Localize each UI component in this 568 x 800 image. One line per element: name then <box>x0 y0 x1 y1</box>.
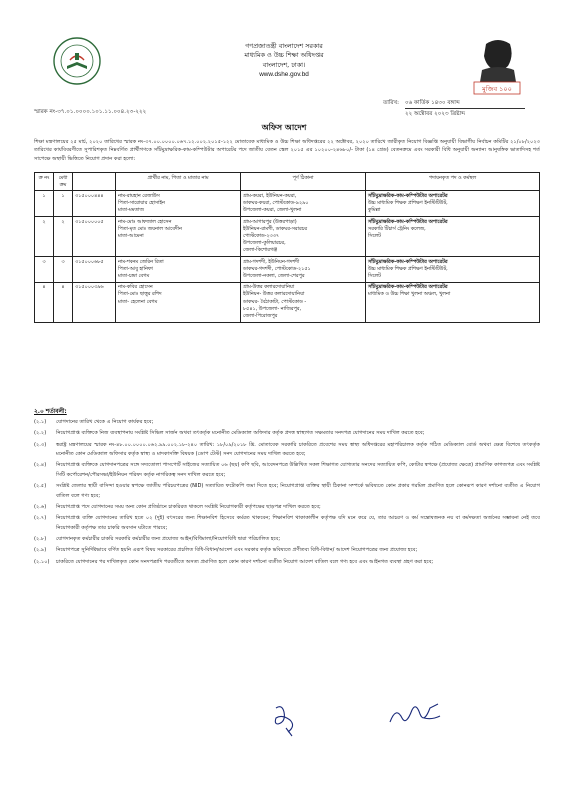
table.rows.3.address-line: ইউনিয়ন- উত্তর কলারদোয়ানিয়া <box>243 291 305 298</box>
table-row <box>35 217 540 257</box>
term-number: (২.৯) <box>34 547 47 554</box>
term-item <box>34 418 540 428</box>
table.rows.1.address-line: গ্রাম-আগারপুর (উত্তরপাড়া) <box>243 218 297 225</box>
term-number: (২.৭) <box>34 515 47 522</box>
table.rows.0.post_place-line: কুমিল্লা <box>368 207 381 214</box>
table.rows.0.address-line: গ্রাম-কয়রা, ইউনিয়ন-কয়রা, <box>243 192 297 199</box>
table.rows.1.name-line: মাতা-আমেনা <box>118 232 144 239</box>
memo-number: স্মারক নং-৩৭.০১.০০০০.১০১.১১.০০৪.২৩-২২২ <box>34 109 147 115</box>
table.rows.2.post_place-line: উচ্চ মাধ্যমিক শিক্ষক প্রশিক্ষণ ইনস্টিটিউট, <box>368 265 448 272</box>
term-text: নিয়োগপ্রাপ্ত পদে যোগদানের সময় অন্য কোন প্রতিষ্ঠানে চাকরিরত থাকলে সংশ্লিষ্ট নিয়োগকারী কর্তৃপক্ষের ছাড়পত্র দাখিল করতে হবে; <box>56 503 321 510</box>
table.rows.1.name-line: পিতা-মৃত মোঃ জয়নাল আবেদীন <box>118 225 182 232</box>
term-number: (২.৫) <box>34 483 47 490</box>
header-post: পদায়নকৃত পদ ও কর্মস্থল <box>366 173 540 191</box>
svg-text:মুজিব ১০০: মুজিব ১০০ <box>482 85 512 93</box>
cell-post <box>366 282 540 322</box>
term-text: স্বরাষ্ট্র মন্ত্রণালয়ের স্মারক নং-৪৮.০০.০০০০.০৬২.৯৯.০০২.১৮-২৪০ তারিখ: ১৮/০৯/২০১৮ খ্রি. মোতাবেক সরকারি চাকরিতে প্রবেশের সময় স্বাস্থ্য অধিদপ্তরের মহাপরিচালক কর্তৃক গঠিত মেডিক্যাল বোর্ড অথবা ক্ষেত্র বিশেষে তৎকর্তৃক মনোনীত কোন মেডিক্যাল অফিসার কর্তৃক স্বাস্থ্য ও মাদকাসক্তি বিষয়ক (ডোপ টেস্ট) সনদ যোগদানের সময় দাখিল করতে হবে; <box>56 441 540 458</box>
post-title: সাঁটমুদ্রাক্ষরিক-কাম-কম্পিউটার অপারেটর <box>368 218 448 225</box>
mujib100-logo-icon <box>468 36 526 100</box>
term-item <box>34 461 540 480</box>
terms-title: ২.০ শর্তাবলী: <box>34 409 67 415</box>
table.rows.2.address-line: গ্রাম-গদশদী, ইউনিয়ন-গদশদী <box>243 258 300 265</box>
term-number: (২.৮) <box>34 536 47 543</box>
table.rows.3.name-line: পিতা-মোঃ ছাত্তুর রশিদ <box>118 291 162 298</box>
cell-roll: ৩১৫০০০৪৪৪ <box>73 191 116 217</box>
table.rows.0.post_place-line: উচ্চ মাধ্যমিক শিক্ষক প্রশিক্ষণ ইনস্টিটিউট, <box>368 200 448 207</box>
location: বাংলাদেশ, ঢাকা। <box>262 60 306 69</box>
term-item <box>34 429 540 439</box>
term-item <box>34 514 540 533</box>
table.rows.3.post_place-line: মাধ্যমিক ও উচ্চ শিক্ষা খুলনা অঞ্চল, খুলনা <box>368 291 451 298</box>
term-text: সংশ্লিষ্ট জেলার স্থায়ী বাসিন্দা হওয়ার স্বপক্ষে জাতীয় পরিচয়পত্রের (NID) সত্যায়িত ফটোকপি জমা দিতে হবে; নিয়োগপ্রাপ্ত ব্যক্তির স্থায়ী ঠিকানা সম্পর্কে ভবিষ্যতে কোন প্রকার গরমিল প্রমাণিত হলে কোনরূপ কারণ দর্শানো ব্যতীত এ নিয়োগ বাতিল বলে গণ্য হবে; <box>56 483 540 499</box>
table.rows.3.name-line: নাম-কবির হোসেন <box>118 284 153 291</box>
term-number: (২.১) <box>34 419 47 425</box>
header-sl: ক্র নং <box>35 173 54 191</box>
term-number: (২.১০) <box>34 558 50 565</box>
term-number: (২.৩) <box>34 441 47 448</box>
term-item <box>34 558 540 568</box>
term-text: যোগদানের তারিখ থেকে এ নিয়োগ কার্যকর হবে; <box>56 419 154 425</box>
table-header-row <box>35 173 540 191</box>
cell-address <box>241 257 366 283</box>
cell-roll: ৩১৫০০০০০৫ <box>73 217 116 257</box>
table.rows.3.address-line: জেলা-পিরোজপুর <box>243 312 278 319</box>
cell-name <box>116 217 241 257</box>
term-item <box>34 482 540 501</box>
term-number: (২.৬) <box>34 503 47 510</box>
cell-address <box>241 217 366 257</box>
cell-merit: ৩ <box>54 257 73 283</box>
cell-post <box>366 217 540 257</box>
document-title: অফিস আদেশ <box>261 123 307 132</box>
header-roll <box>73 173 116 191</box>
table.rows.1.post_place-line: সিলেট <box>368 232 381 239</box>
term-item <box>34 503 540 513</box>
term-item <box>34 441 540 460</box>
term-text: নিয়োগপ্রাপ্ত ব্যক্তিকে নিজ ব্যবস্থাপনায় সংশ্লিষ্ট সিভিল সার্জন অথবা তৎকর্তৃক মনোনীত মেডিক্যাল অফিসার কর্তৃক প্রদত্ত স্বাস্থ্যগত সক্ষমতার সনদপত্র যোগদানের সময় দাখিল করতে হবে; <box>56 430 425 437</box>
table.rows.0.address-line: ডাকঘর-কয়রা, পোস্টকোড-৯২৯০ <box>243 200 309 207</box>
cell-post <box>366 257 540 283</box>
table.rows.1.address-line: ইউনিয়ন-রামগী, ডাকঘর-সরারচর <box>243 225 308 232</box>
table.rows.2.name-line: নাম-শবনম জেরিন রিতা <box>118 258 164 265</box>
letterhead <box>150 42 418 80</box>
table.rows.1.address-line: উপজেলা-কুলিয়ারচর, <box>243 240 286 247</box>
table.rows.3.address-line: ডাকঘর- বৈঠাকাটা, পোস্টকোড - <box>243 298 307 305</box>
header-merit: মেধা ক্রম <box>54 173 73 191</box>
table.rows.3.address-line: ৮৫৪১, উপজেলা- নাজিরপুর, <box>243 305 302 312</box>
table-row <box>35 191 540 217</box>
term-text: চাকরিতে যোগদানের পর দাখিলকৃত কোন সনদপত্রাদি পরবর্তীতে অসত্য প্রমাণিত হলে কোন কারণ দর্শানো ব্যতীত নিয়োগ আদেশ বাতিল বলে গণ্য হবে এবং আইনগত ব্যবস্থা গ্রহণ করা হবে; <box>56 558 434 565</box>
table.rows.1.name-line: নাম-মোঃ আফজাল হোসেন <box>118 218 172 225</box>
term-number: (২.৪) <box>34 462 47 469</box>
term-number: (২.২) <box>34 430 47 437</box>
term-text: নিয়োগপ্রাপ্ত ব্যক্তিকে যোগদানপত্রের সঙ্গে সদ্যতোলা পাসপোর্ট সাইজের সত্যায়িত ০৬ (ছয়) কপি ছবি, আবেদনপত্রে উল্লিখিত সকল শিক্ষাগত যোগ্যতার সনদের সত্যায়িত কপি, কোটার স্বপক্ষে (প্রযোজ্য ক্ষেত্রে) প্রামাণিক কাগজপত্র এবং সংশ্লিষ্ট সিটি কর্পোরেশন/পৌরসভা/ইউনিয়ন পরিষদ কর্তৃক নাগরিকত্ব সনদ দাখিল করতে হবে; <box>56 462 540 478</box>
table-row <box>35 282 540 322</box>
cell-merit: ২ <box>54 217 73 257</box>
govt-name: গণপ্রজাতন্ত্রী বাংলাদেশ সরকার <box>245 42 323 50</box>
table.rows.1.post_place-line: সরকারি টিচার্স ট্রেনিং কলেজ, <box>368 225 426 232</box>
date-english: ২২ অক্টোবর ২০২৩ খ্রিষ্টাব্দ <box>405 111 466 117</box>
cell-roll: ৩১৫০০০৩৯৬ <box>73 282 116 322</box>
header-name: প্রার্থীর নাম, পিতা ও মাতার নাম <box>116 173 241 191</box>
appointment-table <box>34 172 540 323</box>
cell-sl: ১ <box>35 191 54 217</box>
post-title: সাঁটমুদ্রাক্ষরিক-কাম-কম্পিউটার অপারেটর <box>368 284 448 291</box>
cell-roll: ৩১৫০০০৬৮৫ <box>73 257 116 283</box>
table.rows.0.name-line: পিতা-সারোয়ার হোসাইন <box>118 200 165 207</box>
signature-2 <box>384 696 444 732</box>
table.rows.0.name-line: নাম-রায়হান রেজাউস <box>118 192 160 199</box>
post-title: সাঁটমুদ্রাক্ষরিক-কাম-কম্পিউটার অপারেটর <box>368 258 448 265</box>
table.rows.3.address-line: গ্রাম-উত্তর কলারদোয়ানিয়া <box>243 284 295 291</box>
signature-1 <box>268 702 304 738</box>
cell-name <box>116 282 241 322</box>
term-text: যোগদানকৃত কর্মচারীর চাকরি সরকারি কর্মচারীর জন্য প্রযোজ্য আইন/বিধিমালা/নিয়োগবিধি দ্বারা পরিচালিত হবে; <box>56 536 281 543</box>
table.rows.2.address-line: উপজেলা-নকলা, জেলা-শেরপুর <box>243 272 305 279</box>
table.rows.2.post_place-line: সিলেট <box>368 272 381 279</box>
cell-address <box>241 282 366 322</box>
table.rows.2.address-line: ডাকঘর-গদশদী, পোস্টকোড-২১৫১ <box>243 265 311 272</box>
cell-name <box>116 257 241 283</box>
post-title: সাঁটমুদ্রাক্ষরিক-কাম-কম্পিউটার অপারেটর <box>368 192 448 199</box>
date-bangla: ০৬ কার্তিক ১৪৩০ বঙ্গাব্দ <box>405 98 525 109</box>
cell-sl: ৪ <box>35 282 54 322</box>
table.rows.0.name-line: মাতা-মমতাজ <box>118 207 144 214</box>
cell-address <box>241 191 366 217</box>
cell-post <box>366 191 540 217</box>
directorate-name: মাধ্যমিক ও উচ্চ শিক্ষা অধিদপ্তর <box>244 51 324 60</box>
table.rows.3.name-line: মাতা- হেলেনা বেগম <box>118 298 158 305</box>
table.rows.0.address-line: উপজেলা-কয়রা, জেলা-খুলনা <box>243 207 302 214</box>
term-item <box>34 535 540 545</box>
cell-sl: ২ <box>35 217 54 257</box>
cell-merit: ৪ <box>54 282 73 322</box>
table.rows.1.address-line: জেলা-কিশোরগঞ্জ <box>243 247 278 254</box>
term-item <box>34 546 540 556</box>
cell-sl: ৩ <box>35 257 54 283</box>
table.rows.2.name-line: পিতা-আবু হানিফা <box>118 265 153 272</box>
cell-merit: ১ <box>54 191 73 217</box>
table-row <box>35 257 540 283</box>
term-text: নিয়োগপত্রে সুনির্দিষ্টভাবে বর্ণিত হয়নি এরূপ বিষয় সরকারের প্রচলিত বিধি-বিধান/আদেশ এবং সরকার কর্তৃক ভবিষ্যতে প্রণীতব্য বিধি-বিধান/ আদেশ নিয়োগপত্রের জন্য প্রযোজ্য হবে; <box>56 547 418 554</box>
date-label: তারিখ: <box>383 100 400 106</box>
table.rows.1.address-line: পোস্টকোড-২৩৩৭ <box>243 232 280 239</box>
website-link[interactable]: www.dshe.gov.bd <box>259 71 309 79</box>
cell-name <box>116 191 241 217</box>
term-text: নিয়োগপ্রাপ্ত ব্যক্তি যোগদানের তারিখ হতে ০২ (দুই) বৎসরের জন্য শিক্ষানবিশ হিসেবে কর্মরত থাকবেন; শিক্ষানবিশ থাকাকালীন কর্তৃপক্ষ যদি মনে করে যে, তার আচরণ ও কর্ম সন্তোষজনক নয় বা কর্মদক্ষতা অর্জনের সম্ভাবনা নেই তবে নিয়োগকারী কর্তৃপক্ষ তার চাকরি অবসান ঘটাতে পারবে; <box>56 515 540 531</box>
header-address: পূর্ণ ঠিকানা <box>241 173 366 191</box>
intro-paragraph: শিক্ষা মন্ত্রণালয়ের ২৫ মার্চ, ২০২০ তারিখের স্মারক নং-৩৭.০০.০০০০.০৬৭.১২.০০২.২০১৫-১২২ মোতাবেক মাধ্যমিক ও উচ্চ শিক্ষা অধিদপ্তরের ২২ অক্টোবর, ২০২০ তারিখে জারীকৃত নিয়োগ বিজ্ঞপ্তি অনুযায়ী বিভাগীয় নির্বাচন কমিটির ২১/০৮/২০২৩ তারিখের কার্যবিবরণীতে সুপারিশকৃত নিম্নবর্ণিত প্রার্থীগণকে সাঁটমুদ্রাক্ষরিক-কাম-কম্পিউটার অপারেটর পদে জাতীয় বেতন স্কেল ২০১৫ এর ১০২০০-২৪৬৮০/- টাকা (১৪ গ্রেড) বেতনক্রমে এবং সরকারী বিধি অনুযায়ী অন্যান্য আনুষঙ্গিক ভাতাদিসহ শর্ত সাপেক্ষে অস্থায়ী ভিত্তিতে নিয়োগ প্রদান করা হলো: <box>34 139 540 162</box>
table.rows.2.name-line: মাতা-চন্দ্রা বেগম <box>118 272 150 279</box>
dshe-emblem-icon <box>52 36 102 86</box>
terms-list <box>34 418 540 569</box>
date-block <box>383 98 525 119</box>
